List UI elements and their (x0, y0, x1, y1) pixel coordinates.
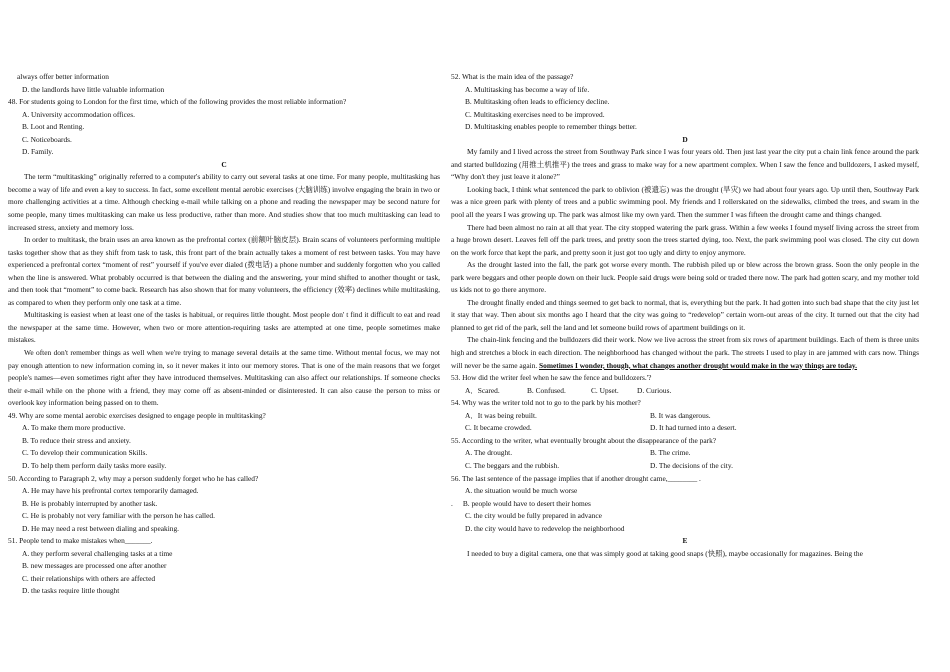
q47-option-d: D. the landlords have little valuable information (22, 84, 165, 94)
q51-option: A. they perform several challenging tasks at a time (22, 548, 173, 558)
q51-option: B. new messages are processed one after another (22, 561, 167, 571)
q53-option: C. Upset. (591, 385, 619, 395)
q56-option: A. the situation would be much worse (465, 486, 578, 496)
q55-options-row (451, 460, 919, 473)
q50-option: A. He may have his prefrontal cortex temporarily damaged. (22, 486, 199, 496)
q48-option: A. University accommodation offices. (22, 109, 135, 119)
q49-option: D. To help them perform daily tasks more easily. (22, 460, 167, 470)
q54-option: D. It had turned into a desert. (650, 423, 737, 433)
passage-c-paragraph-2: In order to multitask, the brain uses an area known as the prefrontal cortex (前额叶脑皮层). Brain scans of volunteers performing multiple tasks together show that as they shift from task to task, this front part of the brain actually takes a moment of rest between tasks. You may have experienced a prefrontal cortex “moment of rest” yourself if you've ever dialed (拨电话) a phone number and suddenly forgotten who you called when the line is answered. What probably occurred is that between the dialing and the answering, your mind shifted to another thought or task, and then took that “moment” to come back. Research has also shown that for many volunteers, the efficiency (效率) declines while multitasking, as compared to when they perform only one task at a time. (8, 235, 440, 307)
q49-stem: 49. Why are some mental aerobic exercises designed to engage people in multitasking? (8, 410, 266, 420)
q54-option: C. It became crowded. (465, 423, 532, 433)
passage-d-paragraph-4: As the drought lasted into the fall, the park got worse every month. The rubbish piled up or blew across the brown grass. Soon the only people in the park were beggars and other people down on their luck. People said drugs were being sold or traded there now. The park had gotten scary, and my mother told us kids not to go there anymore. (451, 260, 919, 295)
passage-e-first-line: I needed to buy a digital camera, one that was simply good at taking good snaps (快照), maybe occasionally for magazines. Being the (467, 548, 863, 558)
q55-options-row (451, 447, 919, 460)
q51-option: C. their relationships with others are affected (22, 573, 156, 583)
q53-stem: 53. How did the writer feel when he saw the fence and bulldozers.'? (451, 373, 652, 383)
q53-option: D. Curious. (637, 385, 672, 395)
q55-option: D. The decisions of the city. (650, 460, 733, 470)
q51-stem: 51. People tend to make mistakes when_______. (8, 536, 153, 546)
passage-d-paragraph-2: Looking back, I think what sentenced the park to oblivion (被遗忘) was the drought (旱灾) we had about four years ago. Up until then, Southway Park was a nice green park with plenty of trees and a public swimming pool. My friends and I rollerskated on the sidewalks, climbed the trees, and swam in the pool all the years I was growing up. The park was almost like my own yard. Then the summer I was fifteen the drought came and things changed. (451, 184, 919, 220)
q56-stem: 56. The last sentence of the passage implies that if another drought came,________ . (451, 473, 701, 483)
q49-option: B. To reduce their stress and anxiety. (22, 435, 131, 445)
q50-option: B. He is probably interrupted by another task. (22, 498, 158, 508)
q55-stem: 55. According to the writer, what eventually brought about the disappearance of the park? (451, 435, 717, 445)
q48-stem: 48. For students going to London for the first time, which of the following provides the most reliable information? (8, 97, 347, 107)
q54-stem: 54. Why was the writer told not to go to the park by his mother? (451, 398, 641, 408)
q53-options (451, 385, 919, 398)
q56-option (451, 498, 919, 511)
passage-d-paragraph-5: The drought finally ended and things seemed to get back to normal, that is, everything but the park. It had gotten into such bad shape that the city just let it stay that way. Then about six months ago I heard that the city was going to “redevelop” certain worn-out areas of the city. It turned out that the city had planned to get rid of the park, sell the land and let someone build rows of apartment buildings on it. (451, 297, 919, 332)
q56-option-text: B. people would have to desert their homes (462, 498, 591, 508)
q56-option: C. the city would be fully prepared in advance (465, 511, 602, 521)
passage-d-paragraph-1: My family and I lived across the street from Southway Park since I was four years old. Then just last year the city put a chain link fence around the park and started bulldozing (用推土机推平) the trees and grass to make way for a new apartment complex. When I saw the fence and bulldozers, I asked myself, “Why don't they just leave it alone?” (451, 147, 919, 182)
stray-dot: . (451, 498, 453, 508)
q54-options-row (451, 422, 919, 435)
q55-option: C. The beggars and the rubbish. (465, 460, 560, 470)
q54-options-row (451, 410, 919, 423)
section-heading-d: D (682, 134, 688, 144)
passage-c-paragraph-3: Multitasking is easiest when at least one of the tasks is habitual, or requires little thought. Most people don' t find it difficult to eat and read the newspaper at the same time. However, when two or more attention-requiring tasks are attempted at one time, people sometimes make mistakes. (8, 310, 440, 345)
q52-option: B. Multitasking often leads to efficiency decline. (465, 97, 610, 107)
passage-d-paragraph-6 (451, 334, 919, 372)
q53-option: B. Confused. (527, 385, 566, 395)
q53-option: A．Scared. (465, 385, 500, 395)
q55-option: B. The crime. (650, 448, 691, 458)
q49-option: A. To make them more productive. (22, 423, 126, 433)
q56-option: D. the city would have to redevelop the neighborhood (465, 523, 625, 533)
q52-option: D. Multitasking enables people to remember things better. (465, 122, 637, 132)
q54-option: A．It was being rebuilt. (465, 410, 537, 420)
q48-option: C. Noticeboards. (22, 134, 72, 144)
section-heading-c: C (221, 159, 227, 169)
q54-option: B. It was dangerous. (650, 410, 711, 420)
q52-stem: 52. What is the main idea of the passage? (451, 72, 574, 81)
q49-option: C. To develop their communication Skills. (22, 448, 148, 458)
q50-option: C. He is probably not very familiar with the person he has called. (22, 511, 215, 521)
q51-option: D. the tasks require little thought (22, 586, 120, 596)
left-column (8, 71, 440, 598)
underlined-sentence: Sometimes I wonder, though, what changes another drought would make in the way things are today. (539, 360, 858, 370)
q50-stem: 50. According to Paragraph 2, why may a person suddenly forget who he has called? (8, 473, 259, 483)
q48-option: D. Family. (22, 147, 54, 157)
q52-option: A. Multitasking has become a way of life. (465, 84, 590, 94)
paragraph-6-text: The chain-link fencing and the bulldozers did their work. Now we live across the street from six rows of apartment buildings. Each of them is three units high and stretches a block in each direction. The neighborhood has changed without the park. The streets I used to play in are jammed with cars now. Things will never be the same again. (451, 335, 919, 370)
right-column (451, 71, 919, 560)
q52-option: C. Multitasking exercises need to be improved. (465, 109, 605, 119)
passage-c-paragraph-1: The term “multitasking” originally referred to a computer's ability to carry out several tasks at one time. For many people, multitasking has become a way of life and even a key to success. In fact, some excellent mental aerobic exercises (大脑训练) involve engaging the brain in two or more challenging activities at a time. Although checking e-mail while talking on a phone and reading the newspaper may be second nature for some people, many times multitasking can make us less productive, rather than more. And studies show that too much multitasking can lead to increased stress, anxiety and memory loss. (8, 172, 440, 232)
passage-d-paragraph-3: There had been almost no rain at all that year. The city stopped watering the park grass. Within a few weeks I found myself living across the street from a huge brown desert. Leaves fell off the park trees, and pretty soon the trees started dying, too. Next, the park swimming pool was closed. The city cut down on the work force that kept the park, and pretty soon it just got too ugly and dirty to enjoy anymore. (451, 222, 919, 257)
q50-option: D. He may need a rest between dialing and speaking. (22, 523, 179, 533)
q55-option: A. The drought. (465, 448, 513, 458)
section-heading-e: E (682, 536, 688, 546)
passage-c-paragraph-4: We often don't remember things as well when we're trying to manage several details at the same time. Without mental focus, we may not pay enough attention to new information coming in, so it never makes it into our memory stores. That is one of the main reasons that we forget people's names—even sometimes right after they have introduced themselves. Multitasking can also affect our relationships. If someone checks their e-mail while on the phone with a friend, they may come off as absent-minded or disinterested. It can also cause the person to miss or overlook key information being passed on to them. (8, 348, 440, 408)
q48-option: B. Loot and Renting. (22, 122, 85, 132)
q47-option-c-tail: always offer better information (17, 72, 110, 81)
